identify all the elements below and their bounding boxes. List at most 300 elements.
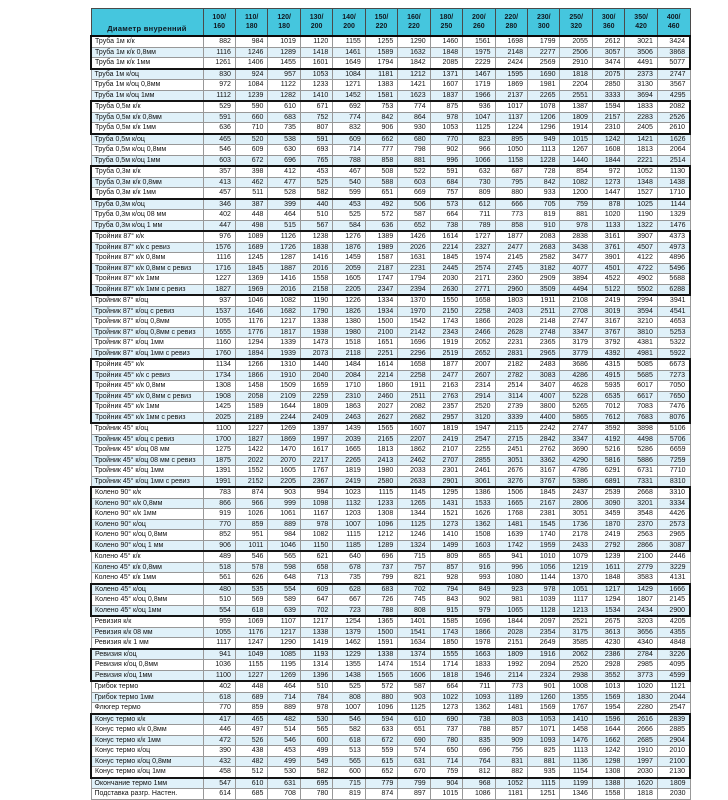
table-row <box>91 231 690 242</box>
price-cell: 1338 <box>365 649 397 660</box>
price-cell: 1954 <box>592 703 624 714</box>
price-cell: 1458 <box>560 725 592 736</box>
price-cell: 2928 <box>592 660 624 671</box>
price-cell: 2994 <box>625 295 657 306</box>
price-cell: 803 <box>495 714 527 725</box>
price-cell: 2855 <box>463 455 495 466</box>
table-row <box>91 649 690 660</box>
price-cell: 881 <box>398 155 430 166</box>
row-label: Тройник 87° к/к <box>91 231 203 242</box>
price-cell: 1419 <box>300 638 332 649</box>
price-cell: 2419 <box>430 434 462 445</box>
price-cell: 1817 <box>268 327 300 338</box>
price-cell: 1007 <box>333 703 365 714</box>
price-cell: 1803 <box>495 295 527 306</box>
price-cell: 798 <box>398 145 430 156</box>
price-cell: 1052 <box>625 166 657 177</box>
price-cell: 1125 <box>398 519 430 530</box>
price-cell: 1254 <box>333 616 365 627</box>
column-header-line1: 300/ <box>601 14 616 21</box>
price-cell: 3552 <box>592 670 624 681</box>
price-cell: 2258 <box>398 370 430 381</box>
price-cell: 1338 <box>300 627 332 638</box>
price-cell: 4973 <box>657 242 690 253</box>
price-cell: 696 <box>463 746 495 757</box>
price-cell: 1246 <box>398 530 430 541</box>
table-row <box>91 145 690 156</box>
row-label: Колено 90° к/оц 0,8мм <box>91 530 203 541</box>
price-cell: 866 <box>203 498 235 509</box>
price-cell: 1601 <box>300 58 332 69</box>
column-header <box>365 9 397 37</box>
price-cell: 843 <box>430 595 462 606</box>
price-cell: 1122 <box>268 80 300 91</box>
row-label: Колено 90° к/к 1мм <box>91 509 203 520</box>
price-cell: 1365 <box>365 616 397 627</box>
column-header <box>657 9 690 37</box>
price-cell: 2792 <box>592 540 624 551</box>
price-cell: 3051 <box>560 509 592 520</box>
price-cell: 2100 <box>365 327 397 338</box>
table-row <box>91 69 690 80</box>
price-cell: 1946 <box>463 670 495 681</box>
price-cell: 4095 <box>657 660 690 671</box>
price-cell: 906 <box>365 123 397 134</box>
price-cell: 1626 <box>463 509 495 520</box>
price-cell: 2445 <box>430 263 462 274</box>
price-cell: 4230 <box>592 638 624 649</box>
price-cell: 1386 <box>463 487 495 498</box>
price-cell: 588 <box>365 177 397 188</box>
price-cell: 1606 <box>398 670 430 681</box>
price-cell: 865 <box>463 551 495 562</box>
price-cell: 1813 <box>625 145 657 156</box>
price-cell: 1518 <box>333 338 365 349</box>
price-cell: 525 <box>333 681 365 692</box>
price-cell: 3810 <box>625 327 657 338</box>
price-cell: 978 <box>560 220 592 231</box>
price-cell: 1459 <box>333 253 365 264</box>
price-cell: 854 <box>560 166 592 177</box>
price-cell: 1844 <box>592 155 624 166</box>
price-cell: 2022 <box>235 455 267 466</box>
price-cell: 1391 <box>203 466 235 477</box>
price-cell: 1658 <box>463 295 495 306</box>
price-cell: 2277 <box>528 47 560 58</box>
price-cell: 1818 <box>430 670 462 681</box>
price-cell: 4007 <box>528 391 560 402</box>
price-cell: 759 <box>430 767 462 778</box>
price-cell: 2483 <box>528 359 560 370</box>
table-row <box>91 80 690 91</box>
price-cell: 3019 <box>592 306 624 317</box>
price-cell: 902 <box>463 595 495 606</box>
price-cell: 1508 <box>463 530 495 541</box>
price-cell: 1098 <box>300 498 332 509</box>
price-cell: 2574 <box>463 263 495 274</box>
row-label: Конус термо к/к 0,8мм <box>91 725 203 736</box>
price-cell: 492 <box>365 199 397 210</box>
price-cell: 559 <box>365 746 397 757</box>
row-label: Тройник 45° к/оц 1мм <box>91 466 203 477</box>
price-cell: 874 <box>365 789 397 800</box>
price-cell: 1794 <box>365 58 397 69</box>
price-cell: 554 <box>268 584 300 595</box>
price-cell: 3613 <box>592 627 624 638</box>
price-cell: 2514 <box>495 381 527 392</box>
price-cell: 1228 <box>528 155 560 166</box>
price-cell: 506 <box>398 199 430 210</box>
price-cell: 413 <box>203 177 235 188</box>
price-cell: 1790 <box>300 306 332 317</box>
price-cell: 2520 <box>463 402 495 413</box>
price-cell: 1239 <box>235 90 267 101</box>
price-cell: 7331 <box>625 476 657 487</box>
price-cell: 3090 <box>592 498 624 509</box>
price-cell: 1576 <box>203 242 235 253</box>
price-cell: 5322 <box>657 338 690 349</box>
price-cell: 2839 <box>657 714 690 725</box>
header-row <box>91 9 690 37</box>
price-cell: 2137 <box>495 90 527 101</box>
price-cell: 2265 <box>333 455 365 466</box>
price-cell: 1190 <box>300 295 332 306</box>
price-cell: 693 <box>300 145 332 156</box>
price-cell: 2573 <box>657 519 690 530</box>
price-cell: 513 <box>333 746 365 757</box>
price-cell: 1132 <box>333 498 365 509</box>
price-cell: 1869 <box>495 80 527 91</box>
price-cell: 498 <box>235 220 267 231</box>
price-cell: 690 <box>398 735 430 746</box>
price-cell: 2058 <box>235 391 267 402</box>
table-row <box>91 670 690 681</box>
price-cell: 941 <box>203 649 235 660</box>
price-cell: 1605 <box>333 274 365 285</box>
price-cell: 2167 <box>528 498 560 509</box>
price-cell: 2506 <box>560 47 592 58</box>
table-row <box>91 767 690 778</box>
price-cell: 5265 <box>560 402 592 413</box>
price-cell: 2477 <box>430 370 462 381</box>
table-row <box>91 605 690 616</box>
price-cell: 636 <box>365 220 397 231</box>
price-cell: 723 <box>333 605 365 616</box>
price-cell: 610 <box>268 101 300 112</box>
price-cell: 472 <box>203 735 235 746</box>
price-cell: 1017 <box>495 101 527 112</box>
row-label: Колено 90° к/оц <box>91 519 203 530</box>
price-cell: 650 <box>430 746 462 757</box>
row-label: Колено 90° к/оц 1 мм <box>91 540 203 551</box>
row-label: Ревизия к/оц 0,8мм <box>91 660 203 671</box>
price-cell: 4491 <box>625 58 657 69</box>
price-cell: 1768 <box>495 509 527 520</box>
price-cell: 1542 <box>398 317 430 328</box>
row-label: Труба 0,3м к/оц 1 мм <box>91 220 203 231</box>
price-cell: 2462 <box>398 455 430 466</box>
price-cell: 3907 <box>625 231 657 242</box>
price-cell: 1659 <box>300 381 332 392</box>
price-cell: 1120 <box>300 36 332 47</box>
price-cell: 1233 <box>300 80 332 91</box>
price-cell: 1474 <box>365 660 397 671</box>
row-label: Ревизия к/к 1 мм <box>91 638 203 649</box>
price-cell: 1726 <box>268 242 300 253</box>
price-cell: 612 <box>463 199 495 210</box>
price-cell: 823 <box>463 134 495 145</box>
table-row <box>91 573 690 584</box>
price-cell: 1830 <box>625 692 657 703</box>
price-cell: 2633 <box>398 476 430 487</box>
price-cell: 3474 <box>592 58 624 69</box>
price-cell: 546 <box>268 735 300 746</box>
price-cell: 1396 <box>300 670 332 681</box>
price-cell: 2433 <box>560 540 592 551</box>
price-cell: 1239 <box>592 551 624 562</box>
price-cell: 1066 <box>463 155 495 166</box>
price-cell: 1247 <box>235 638 267 649</box>
price-cell: 2419 <box>592 530 624 541</box>
price-cell: 2158 <box>300 284 332 295</box>
price-cell: 2885 <box>657 725 690 736</box>
price-cell: 547 <box>203 778 235 789</box>
price-cell: 1227 <box>235 670 267 681</box>
price-cell: 440 <box>300 199 332 210</box>
price-cell: 1877 <box>495 231 527 242</box>
price-cell: 7683 <box>625 412 657 423</box>
price-cell: 2511 <box>528 306 560 317</box>
price-cell: 574 <box>398 746 430 757</box>
price-cell: 447 <box>203 220 235 231</box>
price-cell: 683 <box>365 584 397 595</box>
price-cell: 2960 <box>495 284 527 295</box>
price-cell: 3894 <box>560 274 592 285</box>
price-cell: 1914 <box>560 123 592 134</box>
table-header <box>91 9 690 37</box>
price-cell: 628 <box>333 584 365 595</box>
price-cell: 696 <box>268 155 300 166</box>
price-cell: 1346 <box>560 789 592 800</box>
price-cell: 857 <box>430 562 462 573</box>
price-cell: 598 <box>268 562 300 573</box>
price-cell: 1649 <box>333 58 365 69</box>
price-cell: 2097 <box>528 616 560 627</box>
column-header <box>268 9 300 37</box>
price-cell: 2026 <box>398 242 430 253</box>
price-cell: 2580 <box>365 476 397 487</box>
row-label: Труба 1м к/оц <box>91 69 203 80</box>
price-cell: 1338 <box>300 317 332 328</box>
price-cell: 2965 <box>657 530 690 541</box>
price-cell: 1440 <box>560 155 592 166</box>
price-cell: 1626 <box>657 134 690 145</box>
price-cell: 1719 <box>463 80 495 91</box>
price-cell: 858 <box>495 220 527 231</box>
price-cell: 715 <box>398 551 430 562</box>
price-cell: 1128 <box>528 605 560 616</box>
table-row <box>91 466 690 477</box>
price-cell: 2668 <box>625 487 657 498</box>
row-label: Конус термо к/оц 1мм <box>91 767 203 778</box>
price-cell: 609 <box>235 145 267 156</box>
price-cell: 5496 <box>657 263 690 274</box>
price-cell: 398 <box>235 166 267 177</box>
price-cell: 1020 <box>625 681 657 692</box>
column-header-line1: 220/ <box>504 14 519 21</box>
row-label: Труба 0,5м к/к 0,8мм <box>91 112 203 123</box>
price-cell: 3362 <box>528 455 560 466</box>
column-header-line1: 110/ <box>245 14 259 21</box>
price-cell: 1462 <box>333 638 365 649</box>
price-cell: 780 <box>300 789 332 800</box>
price-cell: 1911 <box>398 381 430 392</box>
price-cell: 770 <box>430 134 462 145</box>
price-cell: 3175 <box>560 627 592 638</box>
table-row <box>91 487 690 498</box>
column-header-line1: 160/ <box>407 14 421 21</box>
price-cell: 2030 <box>657 789 690 800</box>
price-cell: 1217 <box>268 317 300 328</box>
price-cell: 572 <box>365 210 397 221</box>
price-cell: 1605 <box>268 466 300 477</box>
price-cell: 949 <box>528 134 560 145</box>
price-cell: 882 <box>495 767 527 778</box>
row-label: Тройник 87° к/оц с ревиз <box>91 306 203 317</box>
price-cell: 807 <box>300 123 332 134</box>
price-cell: 530 <box>268 767 300 778</box>
price-cell: 670 <box>398 767 430 778</box>
price-cell: 789 <box>463 220 495 231</box>
price-cell: 702 <box>398 584 430 595</box>
price-cell: 2904 <box>657 735 690 746</box>
price-cell: 1614 <box>365 359 397 370</box>
price-cell: 1476 <box>657 220 690 231</box>
price-cell: 770 <box>203 703 235 714</box>
price-cell: 2451 <box>495 445 527 456</box>
price-cell: 2310 <box>333 391 365 402</box>
price-table <box>90 8 691 800</box>
price-cell: 346 <box>203 199 235 210</box>
price-cell: 3334 <box>657 498 690 509</box>
price-cell: 1113 <box>528 145 560 156</box>
price-cell: 2150 <box>430 306 462 317</box>
price-cell: 651 <box>398 725 430 736</box>
price-cell: 1308 <box>592 767 624 778</box>
table-row <box>91 284 690 295</box>
price-cell: 1369 <box>235 274 267 285</box>
price-cell: 4902 <box>625 274 657 285</box>
price-cell: 2762 <box>528 445 560 456</box>
price-cell: 1866 <box>235 370 267 381</box>
price-cell: 2985 <box>625 660 657 671</box>
table-row <box>91 370 690 381</box>
price-cell: 7650 <box>657 391 690 402</box>
price-cell: 3201 <box>625 498 657 509</box>
price-cell: 528 <box>268 188 300 199</box>
price-cell: 714 <box>430 756 462 767</box>
price-cell: 2610 <box>657 123 690 134</box>
price-cell: 966 <box>463 145 495 156</box>
price-cell: 1743 <box>430 317 462 328</box>
table-row <box>91 188 690 199</box>
table-row <box>91 660 690 671</box>
price-cell: 1217 <box>268 627 300 638</box>
table-row <box>91 274 690 285</box>
price-cell: 1189 <box>495 692 527 703</box>
price-cell: 2039 <box>333 434 365 445</box>
price-cell: 1010 <box>528 551 560 562</box>
price-cell: 2707 <box>430 455 462 466</box>
price-cell: 1167 <box>300 509 332 520</box>
column-header-line2: 180 <box>245 23 258 30</box>
price-cell: 1362 <box>463 703 495 714</box>
price-cell: 1217 <box>300 616 332 627</box>
price-cell: 1558 <box>592 789 624 800</box>
price-cell: 3424 <box>657 36 690 47</box>
price-cell: 2296 <box>398 348 430 359</box>
price-cell: 3800 <box>528 402 560 413</box>
price-cell: 3161 <box>592 231 624 242</box>
table-row <box>91 455 690 466</box>
price-cell: 735 <box>333 573 365 584</box>
price-cell: 3898 <box>625 423 657 434</box>
price-cell: 446 <box>203 725 235 736</box>
price-cell: 590 <box>235 101 267 112</box>
price-cell: 1096 <box>365 703 397 714</box>
row-label: Колено 90° к/к 0,8мм <box>91 498 203 509</box>
price-cell: 2100 <box>657 756 690 767</box>
price-cell: 1079 <box>560 551 592 562</box>
price-cell: 497 <box>235 725 267 736</box>
row-label: Ревизия к/оц <box>91 649 203 660</box>
price-cell: 2052 <box>463 338 495 349</box>
price-cell: 1644 <box>592 725 624 736</box>
price-cell: 5085 <box>625 359 657 370</box>
price-cell: 520 <box>235 134 267 145</box>
price-cell: 3182 <box>528 263 560 274</box>
price-cell: 752 <box>300 112 332 123</box>
price-cell: 508 <box>365 166 397 177</box>
price-cell: 2460 <box>365 391 397 402</box>
price-cell: 1261 <box>203 58 235 69</box>
table-row <box>91 725 690 736</box>
price-cell: 1665 <box>495 498 527 509</box>
price-cell: 930 <box>398 123 430 134</box>
price-cell: 5922 <box>657 348 690 359</box>
price-cell: 5816 <box>592 455 624 466</box>
row-label: Тройник 45° к/оц с ревиз <box>91 434 203 445</box>
price-cell: 1473 <box>300 338 332 349</box>
row-label: Тройник 45° к/к 1мм <box>91 402 203 413</box>
price-cell: 909 <box>495 735 527 746</box>
price-cell: 2612 <box>592 36 624 47</box>
row-label: Колено 90° к/к <box>91 487 203 498</box>
table-row <box>91 327 690 338</box>
price-cell: 6017 <box>625 381 657 392</box>
price-cell: 666 <box>495 199 527 210</box>
column-header-line2: 160 <box>213 23 226 30</box>
price-cell: 549 <box>300 756 332 767</box>
price-cell: 1271 <box>333 80 365 91</box>
price-cell: 2466 <box>463 327 495 338</box>
table-row <box>91 263 690 274</box>
price-cell: 2204 <box>560 80 592 91</box>
price-cell: 1370 <box>398 295 430 306</box>
price-cell: 2145 <box>495 253 527 264</box>
table-row <box>91 703 690 714</box>
price-cell: 993 <box>463 573 495 584</box>
